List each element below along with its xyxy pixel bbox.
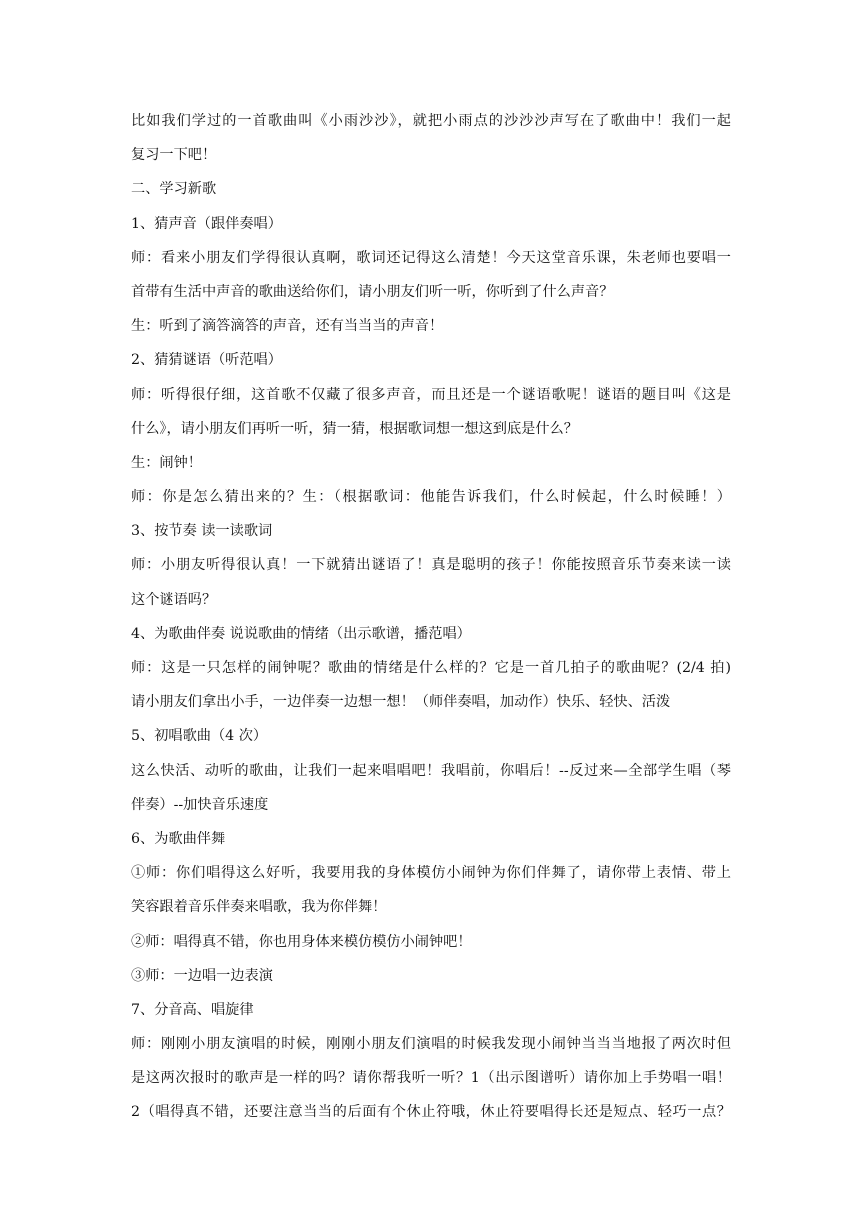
text-line: 师：听得很仔细，这首歌不仅藏了很多声音，而且还是一个谜语歌呢！谜语的题目叫《这是 — [131, 386, 731, 403]
text-line: 笑容跟着音乐伴奏来唱歌，我为你伴舞！ — [131, 899, 387, 916]
text-line: 师：刚刚小朋友演唱的时候，刚刚小朋友们演唱的时候我发现小闹钟当当当地报了两次时但 — [131, 1036, 731, 1053]
text-line: 是这两次报时的歌声是一样的吗？请你帮我听一听？1（出示图谱听）请你加上手势唱一唱！ — [131, 1070, 731, 1087]
step-heading: 5、初唱歌曲（4 次） — [131, 728, 268, 745]
text-line: 师：这是一只怎样的闹钟呢？歌曲的情绪是什么样的？它是一首几拍子的歌曲呢？(2/4 拍) — [131, 660, 731, 676]
text-line: 师：你是怎么猜出来的？生：（根据歌词：他能告诉我们，什么时候起，什么时候睡！） — [131, 489, 731, 506]
text-line: 2（唱得真不错，还要注意当当的后面有个休止符哦，休止符要唱得长还是短点、轻巧一点？ — [131, 1104, 731, 1121]
text-line: 请小朋友们拿出小手，一边伴奏一边想一想！（师伴奏唱，加动作）快乐、轻快、活泼 — [131, 694, 671, 711]
step-heading: 4、为歌曲伴奏 说说歌曲的情绪（出示歌谱，播范唱） — [131, 625, 471, 642]
text-line: ②师：唱得真不错，你也用身体来模仿模仿小闹钟吧！ — [131, 933, 472, 950]
step-heading: 6、为歌曲伴舞 — [131, 830, 226, 847]
step-heading: 2、猜猜谜语（听范唱） — [131, 352, 282, 369]
text-line: 首带有生活中声音的歌曲送给你们，请小朋友们听一听，你听到了什么声音？ — [131, 283, 614, 300]
text-line: ①师：你们唱得这么好听，我要用我的身体模仿小闹钟为你们伴舞了，请你带上表情、带上 — [131, 865, 731, 882]
text-line: 生：闹钟！ — [131, 454, 202, 471]
document-body — [131, 104, 731, 1130]
text-line: 伴奏）--加快音乐速度 — [131, 796, 269, 813]
step-heading: 7、分音高、唱旋律 — [131, 1001, 254, 1018]
text-line: 什么》，请小朋友们再听一听，猜一猜，根据歌词想一想这到底是什么？ — [131, 420, 578, 437]
text-line: 比如我们学过的一首歌曲叫《小雨沙沙》，就把小雨点的沙沙沙声写在了歌曲中！我们一起 — [131, 113, 731, 129]
step-heading: 1、猜声音（跟伴奏唱） — [131, 215, 282, 232]
text-line: 师：小朋友听得很认真！一下就猜出谜语了！真是聪明的孩子！你能按照音乐节奏来读一读 — [131, 557, 731, 574]
text-line: 这么快活、动听的歌曲，让我们一起来唱唱吧！我唱前，你唱后！--反过来—全部学生唱（琴 — [131, 762, 731, 779]
step-heading: 3、按节奏 读一读歌词 — [131, 523, 273, 540]
text-line: 复习一下吧！ — [131, 147, 217, 164]
text-line: 师：看来小朋友们学得很认真啊，歌词还记得这么清楚！今天这堂音乐课，朱老师也要唱一 — [131, 249, 731, 266]
text-line: 生：听到了滴答滴答的声音，还有当当当的声音！ — [131, 318, 444, 335]
section-heading: 二、学习新歌 — [131, 181, 217, 198]
text-line: ③师：一边唱一边表演 — [131, 967, 273, 984]
text-line: 这个谜语吗？ — [131, 591, 217, 608]
